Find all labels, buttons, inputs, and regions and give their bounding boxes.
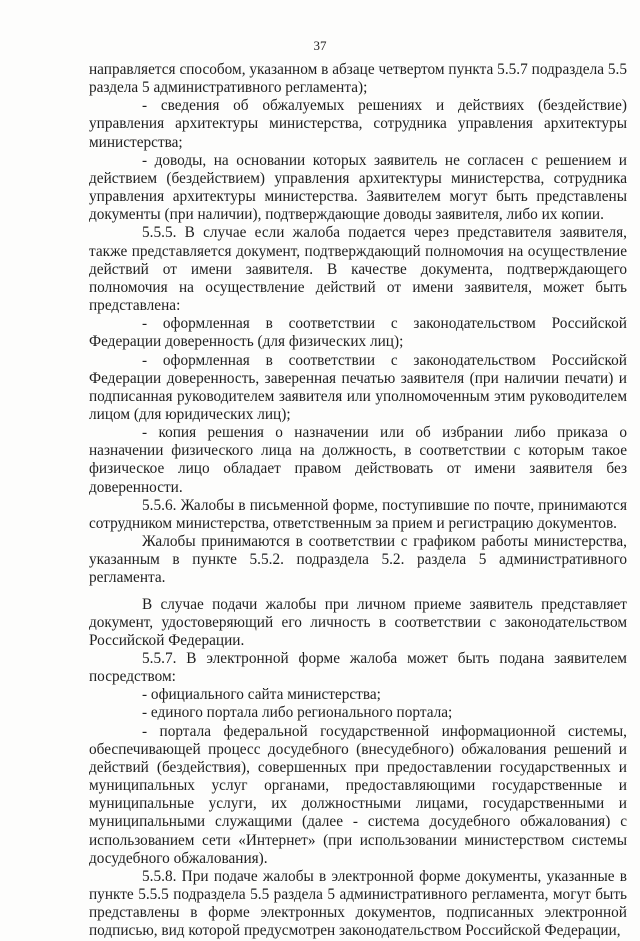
paragraph: - портала федеральной государственной информационной системы, обеспечивающей процесс досудебного (внесудебного) обжалования решений и действий (бездействия), совершенных при предоставлении государственных и муниципальных услуг органами, предоставляющими государственные и муниципальные услуги, их должностными лицами, государственными и муниципальными служащими (далее - система досудебного обжалования) с использованием сети «Интернет» (при использовании министерством системы досудебного обжалования). bbox=[89, 722, 627, 867]
paragraph: направляется способом, указанном в абзаце четвертом пункта 5.5.7 подраздела 5.5 раздела 5 административного регламента); bbox=[89, 61, 627, 97]
paragraph: - оформленная в соответствии с законодательством Российской Федерации доверенность (для физических лиц); bbox=[89, 315, 627, 351]
paragraph: - копия решения о назначении или об избрании либо приказа о назначении физического лица на должность, в соответствии с которым такое физическое лицо обладает правом действовать от имени заявителя без доверенности. bbox=[89, 424, 627, 496]
paragraph: 5.5.8. При подаче жалобы в электронной форме документы, указанные в пункте 5.5.5 подраздела 5.5 раздела 5 административного регламента, могут быть представлены в форме электронных документов, подписанных электронной подписью, вид которой предусмотрен законодательством Российской Федерации, bbox=[89, 867, 627, 940]
paragraph: - сведения об обжалуемых решениях и действиях (бездействие) управления архитектуры министерства, сотрудника управления архитектуры министерства; bbox=[89, 97, 627, 151]
paragraph: В случае подачи жалобы при личном приеме заявитель представляет документ, удостоверяющий его личность в соответствии с законодательством Российской Федерации. bbox=[89, 595, 627, 649]
paragraph: 5.5.5. В случае если жалоба подается через представителя заявителя, также представляется документ, подтверждающий полномочия на осуществление действий от имени заявителя. В качестве документа, подтверждающего полномочия на осуществление действий от имени заявителя, может быть представлена: bbox=[89, 224, 627, 315]
paragraph: - единого портала либо регионального портала; bbox=[142, 704, 453, 722]
paragraph: 5.5.7. В электронной форме жалоба может быть подана заявителем посредством: bbox=[89, 650, 627, 686]
paragraph: Жалобы принимаются в соответствии с графиком работы министерства, указанным в пункте 5.5.2. подраздела 5.2. раздела 5 административного регламента. bbox=[89, 533, 627, 587]
page-number: 37 bbox=[313, 38, 327, 53]
paragraph: - официального сайта министерства; bbox=[142, 686, 381, 704]
document-body bbox=[89, 61, 627, 941]
paragraph: 5.5.6. Жалобы в письменной форме, поступившие по почте, принимаются сотрудником министерства, ответственным за прием и регистрацию документов. bbox=[89, 496, 627, 532]
paragraph: - доводы, на основании которых заявитель не согласен с решением и действием (бездействием) управления архитектуры министерства, сотрудника управления архитектуры министерства. Заявителем могут быть представлены документы (при наличии), подтверждающие доводы заявителя, либо их копии. bbox=[89, 151, 627, 224]
paragraph: - оформленная в соответствии с законодательством Российской Федерации доверенность, заверенная печатью заявителя (при наличии печати) и подписанная руководителем заявителя или уполномоченным этим руководителем лицом (для юридических лиц); bbox=[89, 351, 627, 423]
